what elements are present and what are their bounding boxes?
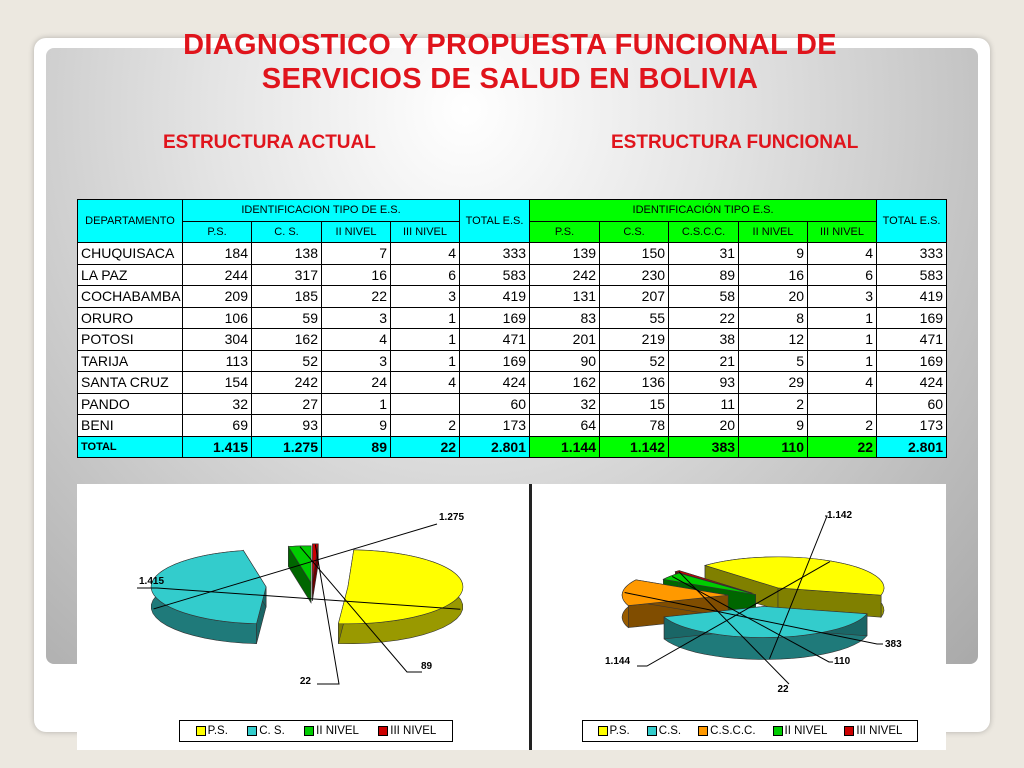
value-cell: 185 [252, 286, 322, 308]
subtitle-actual: ESTRUCTURA ACTUAL [163, 132, 376, 153]
value-cell: 29 [739, 372, 808, 394]
dept-cell: TARIJA [78, 350, 183, 372]
value-cell: 52 [252, 350, 322, 372]
value-cell: 113 [183, 350, 252, 372]
value-cell: 52 [600, 350, 669, 372]
dept-cell: POTOSI [78, 329, 183, 351]
value-cell: 9 [739, 243, 808, 265]
total-cell: 583 [460, 264, 530, 286]
value-cell: 78 [600, 415, 669, 437]
funcional-group-header: IDENTIFICACIÓN TIPO E.S. [530, 200, 877, 222]
value-cell: 32 [183, 393, 252, 415]
total-value-cell: 110 [739, 436, 808, 458]
col-header: P.S. [183, 221, 252, 243]
table-row [78, 243, 947, 265]
total-label-cell: TOTAL [78, 436, 183, 458]
value-cell: 22 [669, 307, 739, 329]
value-cell: 15 [600, 393, 669, 415]
dept-header: DEPARTAMENTO [78, 200, 183, 243]
total-cell: 169 [460, 307, 530, 329]
total-value-cell: 89 [322, 436, 391, 458]
value-cell: 31 [669, 243, 739, 265]
value-cell: 1 [391, 350, 460, 372]
value-cell: 16 [739, 264, 808, 286]
value-cell: 304 [183, 329, 252, 351]
value-cell: 136 [600, 372, 669, 394]
table-total-row [78, 436, 947, 458]
dept-cell: ORURO [78, 307, 183, 329]
legend-label: C.S.C.C. [710, 725, 756, 737]
chart-area [77, 484, 946, 750]
legend-label: II NIVEL [784, 725, 828, 737]
value-cell: 106 [183, 307, 252, 329]
pie-data-label: 110 [834, 656, 851, 667]
value-cell: 162 [530, 372, 600, 394]
total-cell: 419 [460, 286, 530, 308]
col-header: C.S. [600, 221, 669, 243]
legend-swatch [698, 726, 708, 736]
value-cell: 5 [739, 350, 808, 372]
table-row [78, 329, 947, 351]
legend-label: III NIVEL [390, 725, 437, 737]
total-cell: 333 [460, 243, 530, 265]
legend-item [598, 725, 630, 737]
funcional-total-header: TOTAL E.S. [877, 200, 947, 243]
table-row [78, 415, 947, 437]
value-cell: 139 [530, 243, 600, 265]
value-cell: 138 [252, 243, 322, 265]
page-title [60, 28, 960, 96]
value-cell: 89 [669, 264, 739, 286]
total-value-cell: 22 [808, 436, 877, 458]
total-cell: 424 [460, 372, 530, 394]
actual-total-header: TOTAL E.S. [460, 200, 530, 243]
dept-cell: BENI [78, 415, 183, 437]
table-row [78, 372, 947, 394]
legend-item [647, 725, 681, 737]
pie-data-label: 1.275 [439, 512, 465, 523]
col-header: II NIVEL [322, 221, 391, 243]
total-value-cell: 383 [669, 436, 739, 458]
total-cell: 471 [877, 329, 947, 351]
value-cell: 8 [739, 307, 808, 329]
value-cell: 11 [669, 393, 739, 415]
value-cell: 1 [391, 307, 460, 329]
value-cell: 9 [322, 415, 391, 437]
pie-chart-funcional [77, 484, 946, 720]
value-cell: 3 [322, 350, 391, 372]
pie-data-label: 89 [421, 661, 433, 672]
grand-total-cell: 2.801 [460, 436, 530, 458]
value-cell: 150 [600, 243, 669, 265]
legend-swatch [378, 726, 388, 736]
legend-swatch [647, 726, 657, 736]
legend-swatch [598, 726, 608, 736]
pie-data-label: 1.415 [139, 576, 165, 587]
title-line-1: DIAGNOSTICO Y PROPUESTA FUNCIONAL DE [183, 29, 837, 61]
subtitle-funcional: ESTRUCTURA FUNCIONAL [611, 132, 859, 153]
legend-label: C.S. [658, 725, 682, 737]
legend-actual [179, 720, 453, 742]
value-cell: 83 [530, 307, 600, 329]
value-cell: 162 [252, 329, 322, 351]
col-header: P.S. [530, 221, 600, 243]
value-cell: 90 [530, 350, 600, 372]
value-cell [391, 393, 460, 415]
legend-label: C. S. [259, 725, 285, 737]
legend-funcional [582, 720, 918, 742]
total-cell: 424 [877, 372, 947, 394]
table-body [78, 243, 947, 458]
value-cell: 201 [530, 329, 600, 351]
col-header: III NIVEL [808, 221, 877, 243]
value-cell: 1 [391, 329, 460, 351]
table-row [78, 350, 947, 372]
actual-group-header: IDENTIFICACION TIPO DE E.S. [183, 200, 460, 222]
legend-label: II NIVEL [316, 725, 359, 737]
value-cell: 12 [739, 329, 808, 351]
chart-divider [529, 484, 532, 750]
pie-data-label: 22 [777, 684, 789, 695]
value-cell: 154 [183, 372, 252, 394]
value-cell: 2 [391, 415, 460, 437]
col-header: III NIVEL [391, 221, 460, 243]
value-cell: 242 [252, 372, 322, 394]
total-cell: 60 [877, 393, 947, 415]
value-cell: 58 [669, 286, 739, 308]
value-cell: 32 [530, 393, 600, 415]
value-cell [808, 393, 877, 415]
value-cell: 3 [322, 307, 391, 329]
total-cell: 169 [460, 350, 530, 372]
legend-item [196, 725, 228, 737]
value-cell: 55 [600, 307, 669, 329]
total-value-cell: 1.144 [530, 436, 600, 458]
total-cell: 583 [877, 264, 947, 286]
value-cell: 207 [600, 286, 669, 308]
value-cell: 184 [183, 243, 252, 265]
value-cell: 4 [391, 243, 460, 265]
dept-cell: SANTA CRUZ [78, 372, 183, 394]
value-cell: 131 [530, 286, 600, 308]
value-cell: 64 [530, 415, 600, 437]
title-line-2: SERVICIOS DE SALUD EN BOLIVIA [261, 63, 759, 95]
total-value-cell: 1.142 [600, 436, 669, 458]
legend-item [247, 725, 285, 737]
legend-swatch [304, 726, 314, 736]
value-cell: 1 [322, 393, 391, 415]
pie-slice [664, 607, 867, 660]
col-header: C.S.C.C. [669, 221, 739, 243]
table-row [78, 264, 947, 286]
legend-item [378, 725, 436, 737]
value-cell: 3 [808, 286, 877, 308]
pie-data-label: 1.144 [605, 656, 631, 667]
value-cell: 6 [808, 264, 877, 286]
value-cell: 24 [322, 372, 391, 394]
value-cell: 2 [739, 393, 808, 415]
dept-cell: CHUQUISACA [78, 243, 183, 265]
value-cell: 4 [808, 243, 877, 265]
total-cell: 60 [460, 393, 530, 415]
value-cell: 1 [808, 350, 877, 372]
legend-label: P.S. [207, 725, 228, 737]
value-cell: 230 [600, 264, 669, 286]
total-cell: 173 [877, 415, 947, 437]
value-cell: 16 [322, 264, 391, 286]
value-cell: 38 [669, 329, 739, 351]
value-cell: 4 [322, 329, 391, 351]
col-header: C. S. [252, 221, 322, 243]
value-cell: 9 [739, 415, 808, 437]
value-cell: 69 [183, 415, 252, 437]
total-cell: 169 [877, 307, 947, 329]
pie-data-label: 22 [299, 676, 311, 687]
value-cell: 27 [252, 393, 322, 415]
legend-swatch [247, 726, 257, 736]
legend-swatch [773, 726, 783, 736]
table-row [78, 393, 947, 415]
value-cell: 1 [808, 307, 877, 329]
value-cell: 21 [669, 350, 739, 372]
value-cell: 4 [808, 372, 877, 394]
value-cell: 93 [252, 415, 322, 437]
legend-item [698, 725, 755, 737]
grand-total-cell: 2.801 [877, 436, 947, 458]
legend-swatch [844, 726, 854, 736]
value-cell: 4 [391, 372, 460, 394]
value-cell: 22 [322, 286, 391, 308]
value-cell: 59 [252, 307, 322, 329]
total-cell: 471 [460, 329, 530, 351]
legend-item [304, 725, 359, 737]
legend-label: III NIVEL [856, 725, 903, 737]
legend-swatch [196, 726, 206, 736]
total-value-cell: 1.415 [183, 436, 252, 458]
pie-data-label: 1.142 [827, 510, 853, 521]
total-cell: 173 [460, 415, 530, 437]
value-cell: 242 [530, 264, 600, 286]
dept-cell: COCHABAMBA [78, 286, 183, 308]
value-cell: 1 [808, 329, 877, 351]
value-cell: 209 [183, 286, 252, 308]
value-cell: 20 [739, 286, 808, 308]
legend-label: P.S. [609, 725, 630, 737]
col-header: II NIVEL [739, 221, 808, 243]
table-row [78, 307, 947, 329]
dept-cell: PANDO [78, 393, 183, 415]
value-cell: 2 [808, 415, 877, 437]
legend-item [844, 725, 902, 737]
value-cell: 20 [669, 415, 739, 437]
total-value-cell: 1.275 [252, 436, 322, 458]
value-cell: 317 [252, 264, 322, 286]
data-table [77, 199, 947, 458]
total-cell: 419 [877, 286, 947, 308]
value-cell: 219 [600, 329, 669, 351]
dept-cell: LA PAZ [78, 264, 183, 286]
table-row [78, 286, 947, 308]
value-cell: 6 [391, 264, 460, 286]
legend-item [773, 725, 828, 737]
pie-data-label: 383 [885, 639, 902, 650]
value-cell: 93 [669, 372, 739, 394]
total-cell: 333 [877, 243, 947, 265]
value-cell: 244 [183, 264, 252, 286]
total-value-cell: 22 [391, 436, 460, 458]
value-cell: 3 [391, 286, 460, 308]
value-cell: 7 [322, 243, 391, 265]
total-cell: 169 [877, 350, 947, 372]
